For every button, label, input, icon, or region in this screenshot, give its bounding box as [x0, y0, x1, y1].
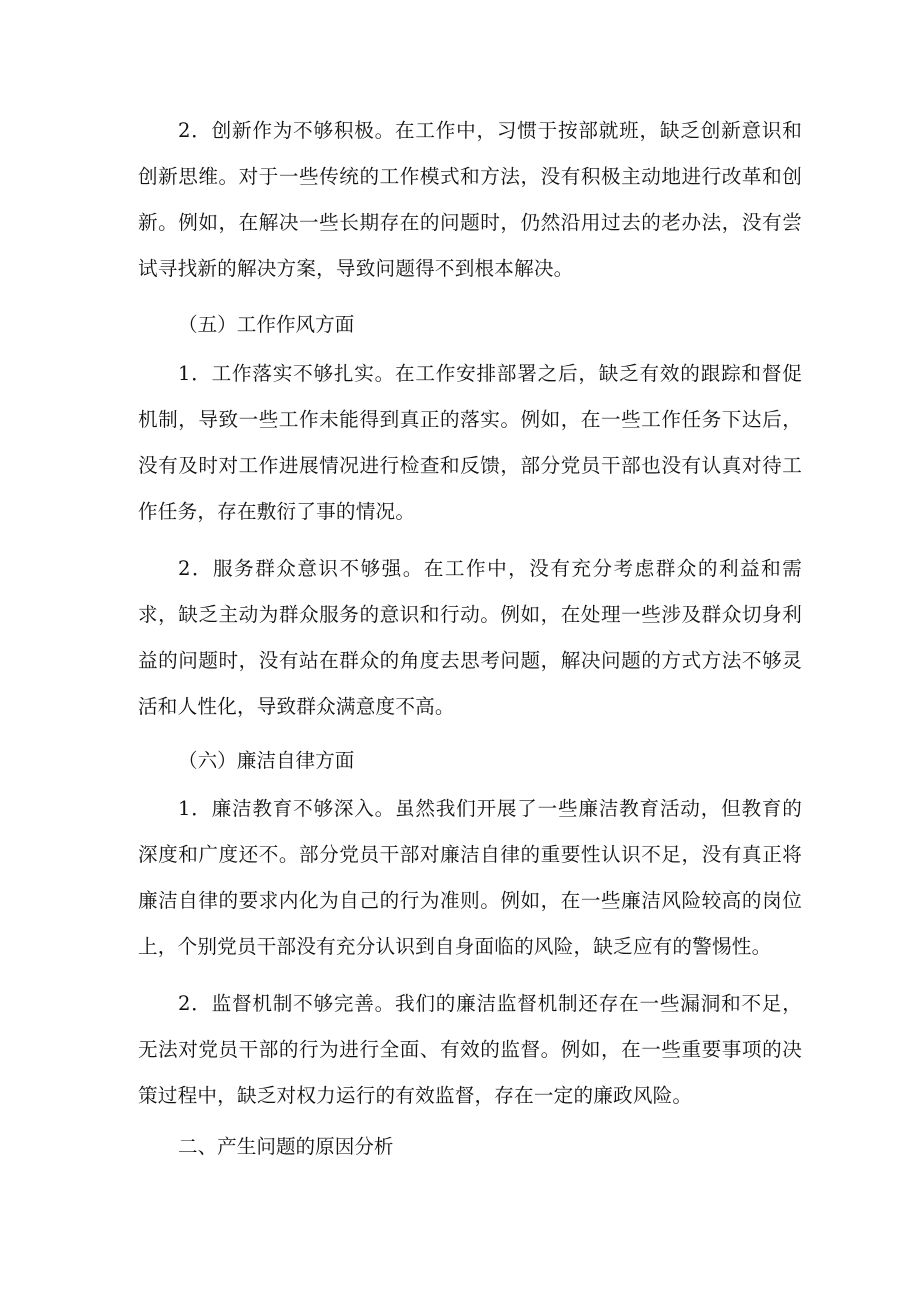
- paragraph-innovation: 2．创新作为不够积极。在工作中，习惯于按部就班，缺乏创新意识和创新思维。对于一些传统的工作模式和方法，没有积极主动地进行改革和创新。例如，在解决一些长期存在的问题时，仍然沿用过去的老办法，没有尝试寻找新的解决方案，导致问题得不到根本解决。: [138, 119, 802, 280]
- section-heading-work-style: （五）工作作风方面: [178, 313, 355, 336]
- paragraph-serving-masses: 2．服务群众意识不够强。在工作中，没有充分考虑群众的利益和需求，缺乏主动为群众服务的意识和行动。例如，在处理一些涉及群众切身利益的问题时，没有站在群众的角度去思考问题，解决问题的方式方法不够灵活和人性化，导致群众满意度不高。: [138, 557, 802, 718]
- section-heading-integrity: （六）廉洁自律方面: [178, 749, 355, 772]
- paragraph-work-implementation: 1．工作落实不够扎实。在工作安排部署之后，缺乏有效的跟踪和督促机制，导致一些工作未能得到真正的落实。例如，在一些工作任务下达后，没有及时对工作进展情况进行检查和反馈，部分党员干部也没有认真对待工作任务，存在敷衍了事的情况。: [138, 362, 802, 523]
- section-heading-cause-analysis: 二、产生问题的原因分析: [178, 1135, 394, 1158]
- paragraph-supervision-mechanism: 2．监督机制不够完善。我们的廉洁监督机制还存在一些漏洞和不足，无法对党员干部的行为进行全面、有效的监督。例如，在一些重要事项的决策过程中，缺乏对权力运行的有效监督，存在一定的廉政风险。: [138, 992, 802, 1107]
- paragraph-integrity-education: 1．廉洁教育不够深入。虽然我们开展了一些廉洁教育活动，但教育的深度和广度还不。部分党员干部对廉洁自律的重要性认识不足，没有真正将廉洁自律的要求内化为自己的行为准则。例如，在一些廉洁风险较高的岗位上，个别党员干部没有充分认识到自身面临的风险，缺乏应有的警惕性。: [138, 797, 802, 958]
